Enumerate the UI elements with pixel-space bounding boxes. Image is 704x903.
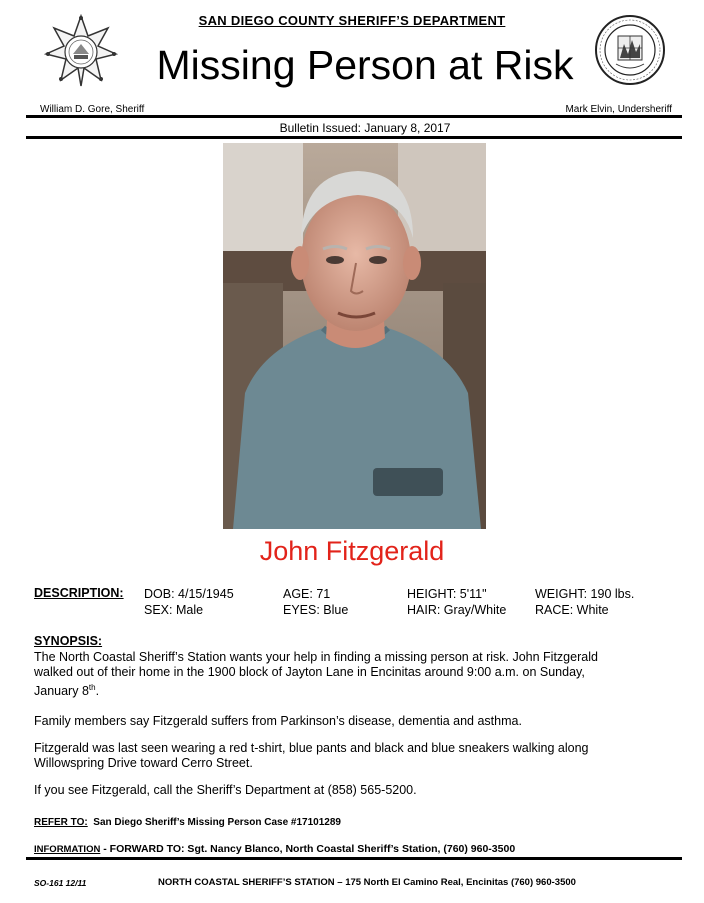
weight-field: WEIGHT: 190 lbs. [535, 587, 635, 601]
information-line: INFORMATION - FORWARD TO: Sgt. Nancy Blanco, North Coastal Sheriff’s Station, (760) 960-3500 [34, 843, 516, 855]
age-field: AGE: 71 [283, 587, 331, 601]
synopsis-paragraph-3: Fitzgerald was last seen wearing a red t-shirt, blue pants and black and blue sneakers walking along Willowspring Drive toward Cerro Street. [34, 741, 589, 770]
hair-field: HAIR: Gray/White [407, 603, 507, 617]
dob-field: DOB: 4/15/1945 [144, 587, 234, 601]
eyes-field: EYES: Blue [283, 603, 349, 617]
race-field: RACE: White [535, 603, 609, 617]
footer-divider [26, 857, 682, 860]
form-number: SO-161 12/11 [34, 878, 87, 888]
height-field: HEIGHT: 5'11" [407, 587, 487, 601]
sex-field: SEX: Male [144, 603, 204, 617]
synopsis-paragraph-2: Family members say Fitzgerald suffers from Parkinson’s disease, dementia and asthma. [34, 714, 522, 728]
subject-photo [223, 143, 486, 529]
department-heading: SAN DIEGO COUNTY SHERIFF’S DEPARTMENT [198, 13, 506, 28]
sheriff-name: William D. Gore, Sheriff [40, 104, 145, 115]
station-address: NORTH COASTAL SHERIFF’S STATION – 175 North El Camino Real, Encinitas (760) 960-3500 [158, 877, 576, 888]
missing-person-name: John Fitzgerald [259, 536, 445, 566]
header-divider-top [26, 115, 682, 118]
header-divider-bottom [26, 136, 682, 139]
refer-to-line: REFER TO: San Diego Sheriff’s Missing Person Case #17101289 [34, 817, 341, 828]
description-label: DESCRIPTION: [34, 586, 124, 600]
undersheriff-name: Mark Elvin, Undersheriff [565, 104, 672, 115]
bulletin-title: Missing Person at Risk [156, 42, 574, 88]
synopsis-paragraph-4: If you see Fitzgerald, call the Sheriff’s Department at (858) 565-5200. [34, 783, 417, 797]
bulletin-issued-date: Bulletin Issued: January 8, 2017 [279, 121, 451, 135]
synopsis-label: SYNOPSIS: [34, 634, 103, 648]
synopsis-paragraph-1: The North Coastal Sheriff’s Station wants your help in finding a missing person at risk. John Fitzgerald walked out of their home in the 1900 block of Jayton Lane in Encinitas around 9:00 a.m. on Sunday, January 8th. [34, 650, 598, 699]
